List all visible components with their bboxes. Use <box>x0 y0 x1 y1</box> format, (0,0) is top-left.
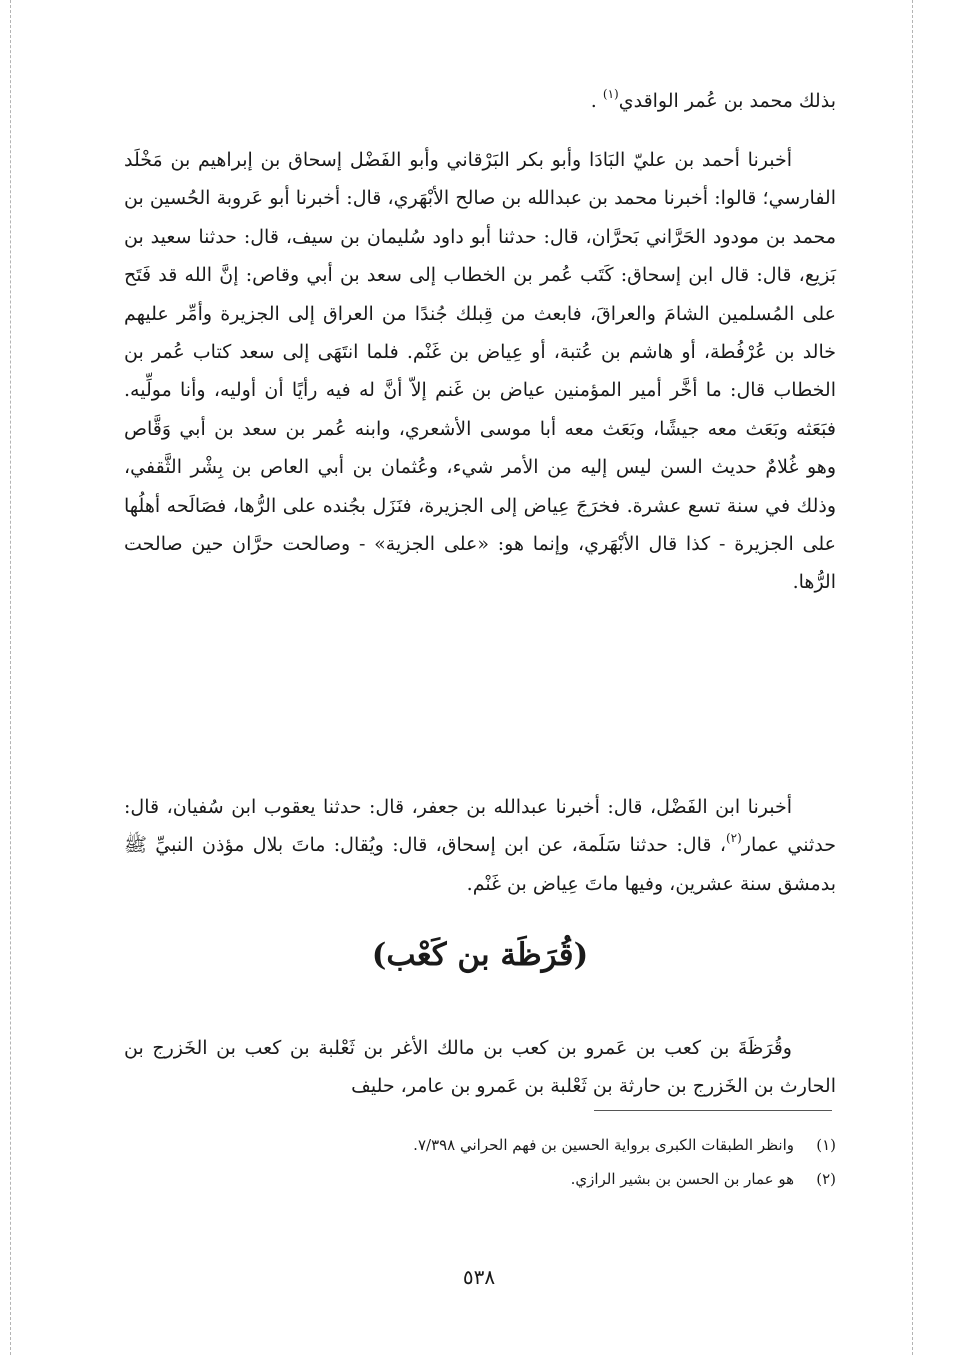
scan-fold-line-right <box>912 0 913 1355</box>
page-number: ٥٣٨ <box>462 1265 496 1289</box>
footnote-text: وانظر الطبقات الكبرى برواية الحسين بن فهم الحراني ٧/٣٩٨. <box>413 1136 794 1154</box>
paragraph-4: وقُرَظَةَ بن كعب بن عَمرو بن كعب بن مالك الأغر بن ثَعْلبة بن كعب بن الخَزرج بن الحارث بن الخَزرج بن حارثة بن ثَعْلبة بن عَمرو بن عامر، حليف <box>124 1037 836 1098</box>
footnote-number: (١) <box>816 1136 836 1154</box>
paragraph-3 <box>124 788 836 903</box>
paragraph-1-tail: . <box>590 90 603 112</box>
footnote-1 <box>124 1128 836 1162</box>
paragraph-1-text: بذلك محمد بن عُمر الواقدي <box>618 90 836 112</box>
footnotes <box>124 1128 836 1196</box>
footnote-text: هو عمار بن الحسن بن بشير الرازي. <box>570 1170 794 1188</box>
footnote-separator <box>594 1110 832 1111</box>
section-heading: (قُرَظَة بن كَعْب) <box>371 937 589 973</box>
paragraph-3-text: أخبرنا ابن الفَضْل، قال: أخبرنا عبدالله بن جعفر، قال: حدثنا يعقوب ابن سُفيان، قال: حدثني عمار <box>124 796 836 857</box>
paragraph-1 <box>124 82 836 120</box>
paragraph-3-text-cont: ، قال: حدثنا سَلَمة، عن ابن إسحاق، قال: ويُقال: ماتَ بلال مؤذن النبيِّ ﷺ بدمشق سنة عشرين، وفيها ماتَ عِياض بن غَنْم. <box>124 834 836 895</box>
footnote-ref-1[interactable]: (١) <box>602 87 619 101</box>
footnote-number: (٢) <box>816 1170 836 1188</box>
paragraph-2: أخبرنا أحمد بن عليّ البَادَا وأبو بكر البَرْقاني وأبو الفَضْل إسحاق بن إبراهيم بن مَخْلَد الفارسي؛ قالوا: أخبرنا محمد بن عبدالله بن صالح الأبْهَري، قال: أخبرنا أبو عَروبة الحُسين بن محمد بن مودود الحَرَّاني بَحرَّان، قال: حدثنا أبو داود سُليمان بن سيف، قال: حدثنا سعيد بن بَزيع، قال: قال ابن إسحاق: كَتَب عُمر بن الخطاب إلى سعد بن أبي وقاص: إنَّ الله قد فَتَح على المُسلمين الشامَ والعراقَ، فابعث من قِبلك جُندًا من العراق إلى الجزيرة وأمِّر عليهم خالد بن عُرْفُطة، أو هاشم بن عُتبة، أو عِياض بن غَنْم. فلما انتَهَى إلى سعد كتاب عُمر بن الخطاب قال: ما أخَّر أمير المؤمنين عياض بن غَنم إلاّ أنَّ له فيه رأيًا أن أوليه، وأنا مولِّيه. فبَعَثه وبَعَث معه جيشًا، وبَعَث معه أبا موسى الأشعري، وابنه عُمر بن سعد بن أبي وَقَّاص وهو غُلامٌ حديث السن ليس إليه من الأمر شيء، وعُثمان بن أبي العاص بن بِشْر الثَّقفي، وذلك في سنة تسع عشرة. فخرَجَ عِياض إلى الجزيرة، فنَزَل بجُنده على الرُّها، فصَالَحه أهلُها على الجزيرة - كذا قال الأبْهَري، وإنما هو: «على الجزية» - وصالحت حرَّان حين صالحت الرُّها. <box>124 149 836 594</box>
footnote-2 <box>124 1162 836 1196</box>
scan-fold-line-left <box>10 0 11 1355</box>
footnote-ref-2[interactable]: (٢) <box>725 831 742 846</box>
